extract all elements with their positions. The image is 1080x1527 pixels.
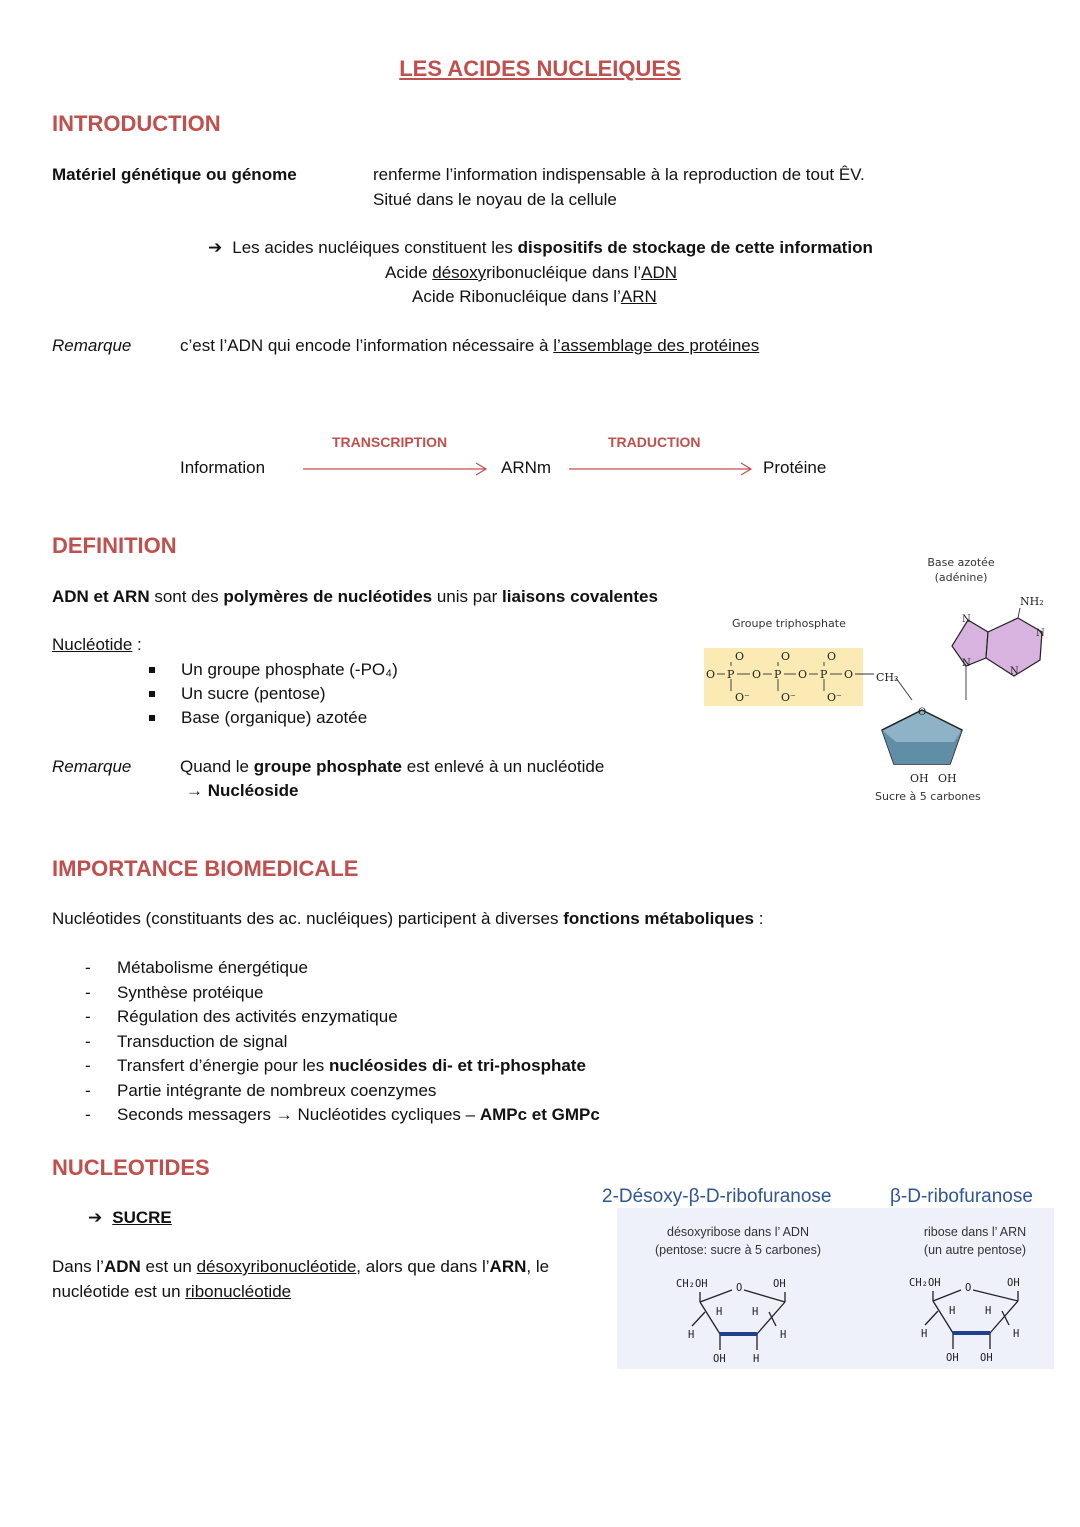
chain-o2: O bbox=[798, 668, 808, 681]
svg-text:OH: OH bbox=[713, 1353, 726, 1365]
deoxyribose-structure bbox=[660, 1268, 810, 1368]
list-item: - Transfert d’énergie pour les nucléosides di- et tri-phosphate bbox=[117, 1054, 600, 1079]
list-item: - Métabolisme énergétique bbox=[117, 956, 600, 981]
chain-p2: P bbox=[774, 668, 782, 681]
genome-def-line1: renferme l’information indispensable à la reproduction de tout ÊV. bbox=[373, 165, 865, 184]
flow-label-traduction: TRADUCTION bbox=[608, 434, 701, 450]
svg-text:H: H bbox=[985, 1305, 992, 1317]
chain-o-bottom3: O⁻ bbox=[827, 691, 842, 704]
oh-2prime: OH bbox=[938, 772, 957, 785]
ribose-structure bbox=[893, 1268, 1043, 1368]
flow-step-information: Information bbox=[180, 458, 266, 477]
chain-p3: P bbox=[820, 668, 828, 681]
chain-o-bottom1: O⁻ bbox=[735, 691, 750, 704]
svg-text:H: H bbox=[716, 1306, 723, 1318]
chain-p1: P bbox=[727, 668, 735, 681]
flow-step-arnm: ARNm bbox=[501, 458, 552, 477]
adn-line: Acide désoxyribonucléique dans l’ADN bbox=[385, 263, 678, 282]
definition-remark-text: Quand le groupe phosphate est enlevé à un nucléotide bbox=[180, 757, 605, 776]
definition-heading: DEFINITION bbox=[52, 533, 177, 558]
flow-step-proteine: Protéine bbox=[763, 458, 827, 477]
svg-text:H: H bbox=[1013, 1328, 1020, 1340]
arn-line: Acide Ribonucléique dans l’ARN bbox=[412, 287, 657, 306]
deoxyribose-sub2: (pentose: sucre à 5 carbones) bbox=[654, 1243, 822, 1257]
sugar-label: Sucre à 5 carbones bbox=[875, 790, 981, 803]
genome-term: Matériel génétique ou génome bbox=[52, 165, 297, 184]
chain-o-top1: O bbox=[735, 650, 745, 663]
genome-def-line2: Situé dans le noyau de la cellule bbox=[373, 190, 617, 209]
flow-label-transcription: TRANSCRIPTION bbox=[332, 434, 448, 450]
svg-text:H: H bbox=[752, 1306, 759, 1318]
list-item: - Partie intégrante de nombreux coenzymes bbox=[117, 1079, 600, 1104]
nucleotide-label: Nucléotide : bbox=[52, 635, 142, 654]
ribose-sub2: (un autre pentose) bbox=[923, 1243, 1027, 1257]
list-item: Un sucre (pentose) bbox=[181, 682, 398, 706]
svg-text:H: H bbox=[753, 1353, 760, 1365]
importance-intro: Nucléotides (constituants des ac. nucléiques) participent à diverses fonctions métaboliques : bbox=[52, 909, 764, 928]
ribose-title: β-D-ribofuranose bbox=[890, 1186, 1033, 1207]
base-n1: N bbox=[1036, 628, 1045, 639]
chain-o-minus-start: O bbox=[706, 668, 716, 681]
definition-remark-result: → Nucléoside bbox=[186, 781, 299, 800]
deoxyribose-title: 2-Désoxy-β-D-ribofuranose bbox=[602, 1186, 832, 1207]
sugar-paragraph-line2: nucléotide est un ribonucléotide bbox=[52, 1282, 292, 1301]
chain-o3: O bbox=[844, 668, 854, 681]
ring-oxygen: O bbox=[918, 707, 927, 718]
definition-remark-label: Remarque bbox=[52, 757, 132, 776]
base-label: Base azotée bbox=[927, 556, 995, 569]
definition-sentence: ADN et ARN sont des polymères de nucléotides unis par liaisons covalentes bbox=[52, 587, 658, 606]
page-title: LES ACIDES NUCLEIQUES bbox=[399, 56, 681, 81]
base-n3: N bbox=[1010, 666, 1019, 677]
storage-statement: ➔ Les acides nucléiques constituent les dispositifs de stockage de cette information bbox=[208, 238, 873, 257]
svg-text:O: O bbox=[736, 1282, 743, 1294]
svg-text:CH₂OH: CH₂OH bbox=[676, 1278, 708, 1290]
svg-text:H: H bbox=[688, 1329, 695, 1341]
ribose-sub1: ribose dans l’ ARN bbox=[923, 1225, 1027, 1239]
intro-remark-label: Remarque bbox=[52, 336, 132, 355]
svg-text:H: H bbox=[949, 1305, 956, 1317]
list-item: Base (organique) azotée bbox=[181, 706, 398, 730]
svg-text:CH₂OH: CH₂OH bbox=[909, 1277, 941, 1289]
svg-text:OH: OH bbox=[946, 1352, 959, 1364]
nucleotides-heading: NUCLEOTIDES bbox=[52, 1155, 210, 1180]
chain-o-top2: O bbox=[781, 650, 791, 663]
sugar-paragraph-line1: Dans l’ADN est un désoxyribonucléotide, alors que dans l’ARN, le bbox=[52, 1257, 550, 1276]
chain-o1: O bbox=[752, 668, 762, 681]
sucre-subheading: ➔ SUCRE bbox=[88, 1208, 172, 1227]
svg-text:OH: OH bbox=[980, 1352, 993, 1364]
oh-3prime: OH bbox=[910, 772, 929, 785]
list-item: - Seconds messagers → Nucléotides cycliques – AMPc et GMPc bbox=[117, 1103, 600, 1128]
svg-text:O: O bbox=[965, 1282, 972, 1294]
intro-heading: INTRODUCTION bbox=[52, 111, 221, 136]
base-n7: N bbox=[962, 614, 971, 625]
base-n9: N bbox=[962, 658, 971, 669]
svg-text:OH: OH bbox=[1007, 1277, 1020, 1289]
chain-o-top3: O bbox=[827, 650, 837, 663]
nucleotide-figure bbox=[700, 550, 1070, 810]
svg-text:H: H bbox=[921, 1328, 928, 1340]
chain-o-bottom2: O⁻ bbox=[781, 691, 796, 704]
base-sublabel: (adénine) bbox=[934, 571, 988, 584]
arrow-icon: → bbox=[186, 781, 208, 800]
svg-text:OH: OH bbox=[773, 1278, 786, 1290]
intro-remark-text: c’est l’ADN qui encode l’information nécessaire à l’assemblage des protéines bbox=[180, 336, 760, 355]
nucleotide-structure bbox=[700, 550, 1070, 810]
functions-list bbox=[117, 956, 600, 1128]
list-item: Un groupe phosphate (-PO₄) bbox=[181, 658, 398, 682]
list-item: - Synthèse protéique bbox=[117, 981, 600, 1006]
deoxyribose-sub1: désoxyribose dans l’ ADN bbox=[667, 1225, 809, 1239]
importance-heading: IMPORTANCE BIOMEDICALE bbox=[52, 856, 359, 881]
triphosphate-label: Groupe triphosphate bbox=[732, 617, 846, 630]
svg-text:H: H bbox=[780, 1329, 787, 1341]
ch2-label: CH₂ bbox=[876, 671, 899, 684]
nh2-label: NH₂ bbox=[1020, 595, 1044, 608]
list-item: - Régulation des activités enzymatique bbox=[117, 1005, 600, 1030]
nucleotide-parts-list bbox=[181, 658, 398, 730]
list-item: - Transduction de signal bbox=[117, 1030, 600, 1055]
flow-arrows bbox=[300, 460, 760, 480]
arrow-icon: ➔ bbox=[88, 1208, 103, 1227]
arrow-icon: ➔ bbox=[208, 238, 223, 257]
